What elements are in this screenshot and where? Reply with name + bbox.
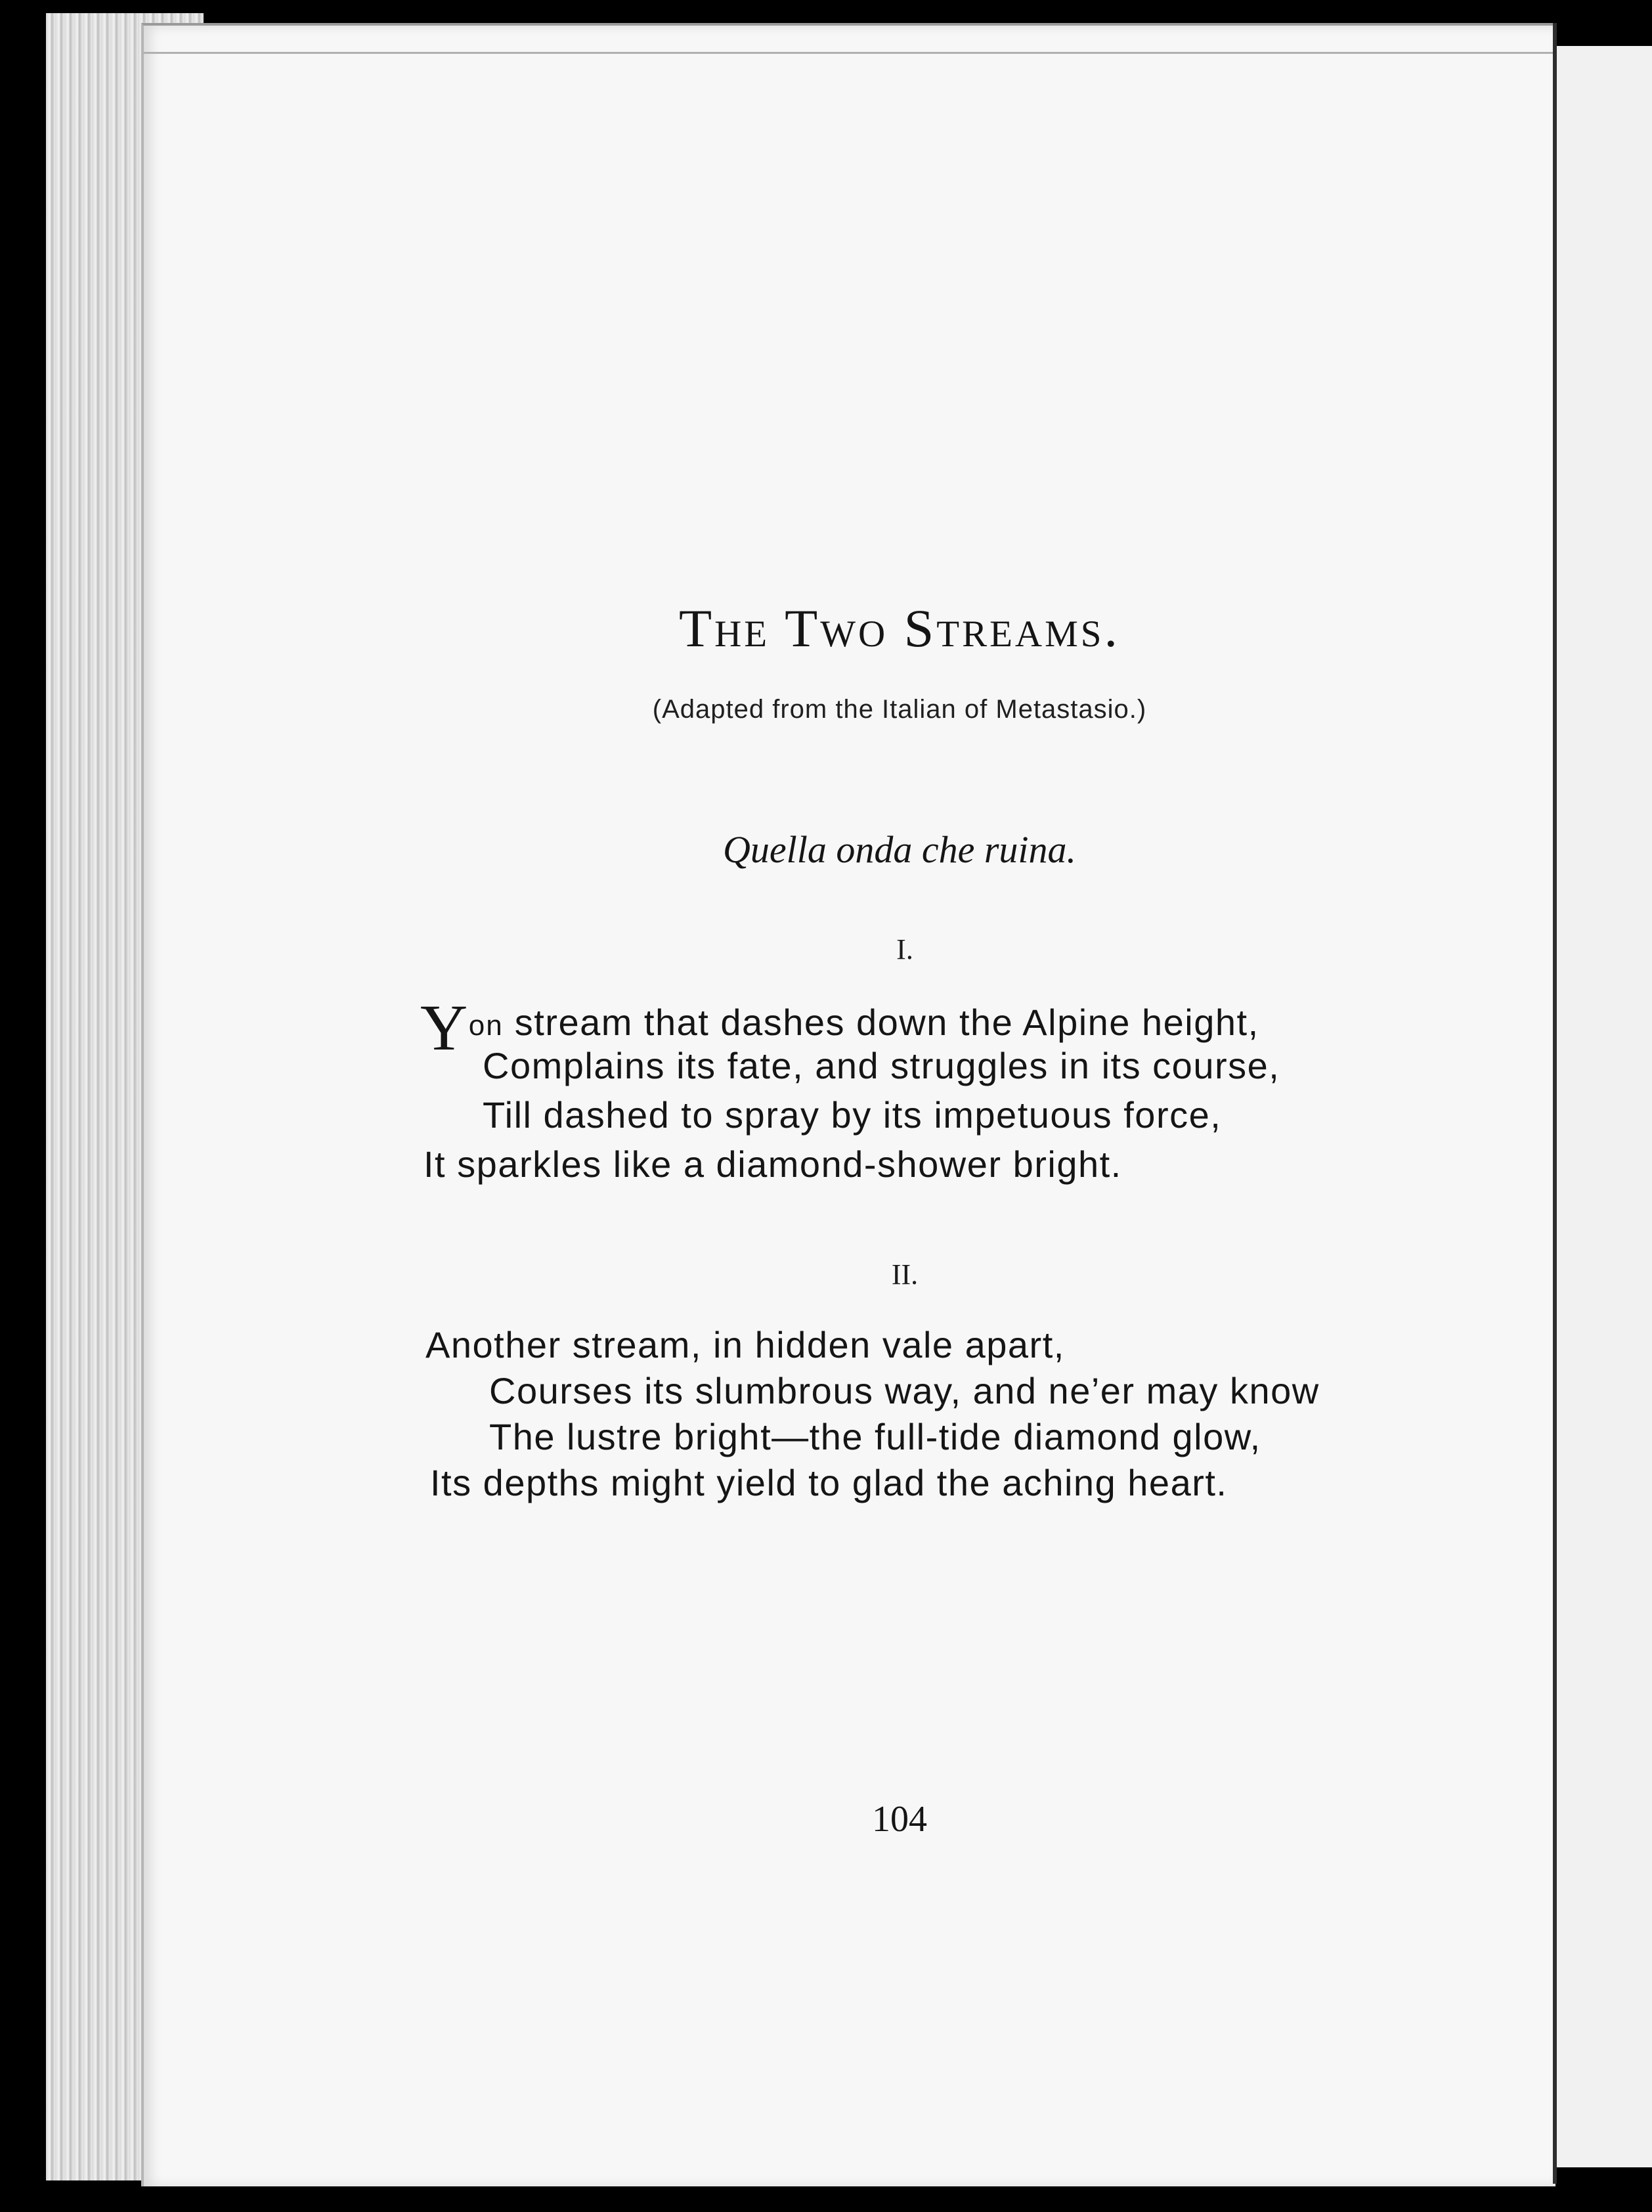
stanza-numeral-1: I. — [896, 933, 913, 965]
page-number: 104 — [872, 1799, 927, 1840]
drop-cap-word-rest: on — [468, 1009, 504, 1042]
stanza-1-line-3: Till dashed to spray by its impetuous force, — [483, 1094, 1222, 1136]
stanza-2-line-1: Another stream, in hidden vale apart, — [425, 1324, 1065, 1365]
stanza-2-line-3: The lustre bright—the full-tide diamond glow, — [489, 1416, 1261, 1457]
poem-epigraph: Quella onda che ruina. — [722, 828, 1077, 871]
poem-title: The Two Streams. — [679, 598, 1120, 658]
poem-subtitle: (Adapted from the Italian of Metastasio.) — [652, 695, 1147, 724]
stanza-2-line-2: Courses its slumbrous way, and ne’er may know — [489, 1370, 1320, 1411]
stanza-1-line-4: It sparkles like a diamond-shower bright. — [424, 1143, 1122, 1185]
stanza-1-line-1-text: stream that dashes down the Alpine height, — [503, 1002, 1259, 1043]
stanza-2-line-4: Its depths might yield to glad the aching heart. — [430, 1462, 1228, 1503]
stanza-1-line-2: Complains its fate, and struggles in its course, — [483, 1045, 1280, 1086]
stanza-numeral-2: II. — [891, 1258, 919, 1291]
drop-cap: Y — [420, 991, 469, 1064]
